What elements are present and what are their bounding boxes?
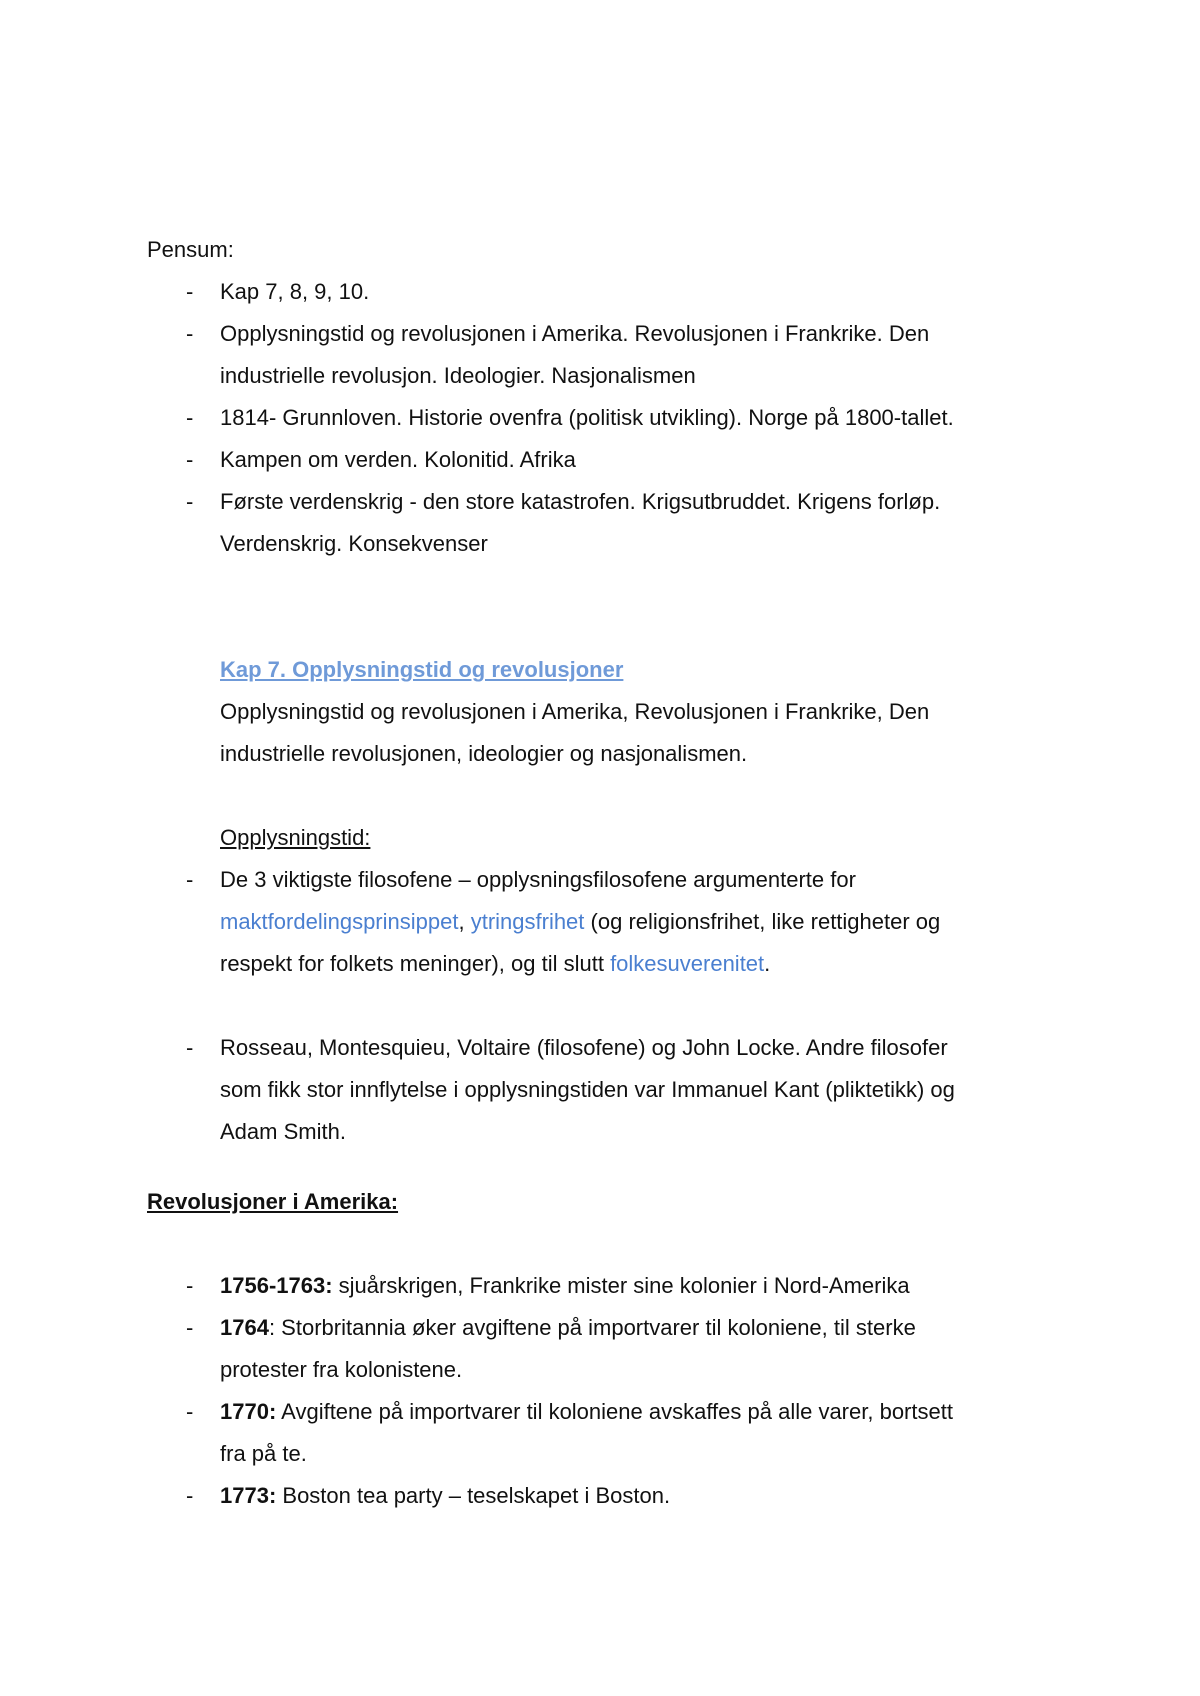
filosofer-line-2 bbox=[220, 908, 940, 936]
separator-text: , bbox=[458, 909, 471, 934]
pensum-item-cont: Verdenskrig. Konsekvenser bbox=[220, 531, 488, 556]
event-1770 bbox=[220, 1398, 953, 1426]
pensum-item: 1814- Grunnloven. Historie ovenfra (politisk utvikling). Norge på 1800-tallet. bbox=[220, 405, 954, 430]
pensum-item: Opplysningstid og revolusjonen i Amerika. Revolusjonen i Frankrike. Den bbox=[220, 321, 930, 346]
pensum-item: Første verdenskrig - den store katastrofen. Krigsutbruddet. Krigens forløp. bbox=[220, 489, 941, 514]
filosofer-text: (og religionsfrihet, like rettigheter og bbox=[584, 909, 941, 934]
event-1773 bbox=[220, 1482, 670, 1510]
pensum-item: Kampen om verden. Kolonitid. Afrika bbox=[220, 447, 576, 472]
filosofer-names-cont: som fikk stor innflytelse i opplysningstiden var Immanuel Kant (pliktetikk) og bbox=[220, 1077, 955, 1102]
event-text: Boston tea party – teselskapet i Boston. bbox=[276, 1483, 671, 1508]
bullet-dash: - bbox=[186, 447, 194, 472]
bullet-dash: - bbox=[186, 321, 194, 346]
filosofer-text: respekt for folkets meninger), og til slutt bbox=[220, 951, 611, 976]
event-text: Avgiftene på importvarer til koloniene avskaffes på alle varer, bortsett bbox=[276, 1399, 953, 1424]
event-text: : Storbritannia øker avgiftene på importvarer til koloniene, til sterke bbox=[268, 1315, 916, 1340]
bullet-dash: - bbox=[186, 1035, 194, 1060]
bullet-dash: - bbox=[186, 1273, 194, 1298]
filosofer-names: Rosseau, Montesquieu, Voltaire (filosofene) og John Locke. Andre filosofer bbox=[220, 1035, 948, 1060]
opplysningstid-subheading: Opplysningstid: bbox=[220, 825, 371, 850]
ytringsfrihet-link[interactable]: ytringsfrihet bbox=[470, 909, 585, 934]
bullet-dash: - bbox=[186, 1483, 194, 1508]
event-year: 1773: bbox=[220, 1483, 277, 1508]
filosofer-names-cont: Adam Smith. bbox=[220, 1119, 346, 1144]
filosofer-line-3 bbox=[220, 950, 770, 978]
bullet-dash: - bbox=[186, 1315, 194, 1340]
bullet-dash: - bbox=[186, 1399, 194, 1424]
bullet-dash: - bbox=[186, 405, 194, 430]
amerika-heading: Revolusjoner i Amerika: bbox=[147, 1189, 399, 1214]
pensum-title: Pensum: bbox=[147, 237, 234, 262]
event-year: 1756-1763: bbox=[220, 1273, 333, 1298]
kap7-heading-link[interactable]: Kap 7. Opplysningstid og revolusjoner bbox=[220, 657, 624, 682]
period-text: . bbox=[764, 951, 771, 976]
event-text: sjuårskrigen, Frankrike mister sine kolonier i Nord-Amerika bbox=[332, 1273, 910, 1298]
folkesuverenitet-link[interactable]: folkesuverenitet bbox=[610, 951, 765, 976]
event-1764-cont: protester fra kolonistene. bbox=[220, 1357, 463, 1382]
filosofer-text: De 3 viktigste filosofene – opplysningsfilosofene argumenterte for bbox=[220, 867, 856, 892]
bullet-dash: - bbox=[186, 489, 194, 514]
maktfordeling-link[interactable]: maktfordelingsprinsippet bbox=[220, 909, 459, 934]
kap7-intro-cont: industrielle revolusjonen, ideologier og nasjonalismen. bbox=[220, 741, 748, 766]
pensum-item-cont: industrielle revolusjon. Ideologier. Nasjonalismen bbox=[220, 363, 696, 388]
bullet-dash: - bbox=[186, 867, 194, 892]
pensum-item: Kap 7, 8, 9, 10. bbox=[220, 279, 370, 304]
event-1764 bbox=[220, 1314, 916, 1342]
bullet-dash: - bbox=[186, 279, 194, 304]
event-1756 bbox=[220, 1272, 910, 1300]
event-year: 1764 bbox=[220, 1315, 269, 1340]
event-year: 1770: bbox=[220, 1399, 277, 1424]
kap7-intro: Opplysningstid og revolusjonen i Amerika, Revolusjonen i Frankrike, Den bbox=[220, 699, 930, 724]
event-1770-cont: fra på te. bbox=[220, 1441, 307, 1466]
